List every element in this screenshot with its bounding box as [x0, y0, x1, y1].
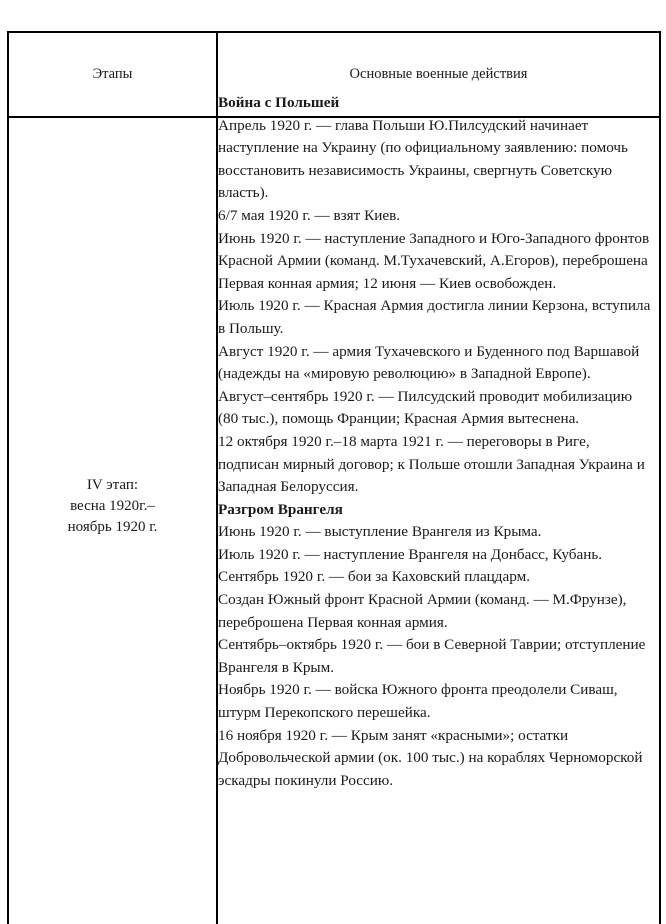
header-actions-label: Основные военные действия	[349, 66, 528, 82]
entry: Август 1920 г. — армия Тухачевского и Буденного под Варшавой (надежды на «мировую революцию» в Западной Европе).	[218, 342, 640, 383]
entry: 6/7 мая 1920 г. — взят Киев.	[218, 206, 401, 224]
stage-line-3: ноябрь 1920 г.	[67, 518, 158, 535]
entry: Июнь 1920 г. — наступление Западного и Юго-Западного фронтов Красной Армии (команд. М.Тухачевский, А.Егоров), переброшена Первая конная армия; 12 июня — Киев освобожден.	[218, 229, 650, 292]
entry: 16 ноября 1920 г. — Крым занят «красными»; остатки Добровольческой армии (ок. 100 тыс.) на кораблях Черноморской эскадры покинули Россию.	[218, 726, 643, 789]
entry: Создан Южный фронт Красной Армии (команд. — М.Фрунзе), переброшена Первая конная армия.	[218, 591, 627, 631]
stage-line-2: весна 1920г.–	[70, 497, 155, 514]
stage-text	[68, 475, 158, 538]
stage-cell	[9, 118, 216, 924]
entry: Ноябрь 1920 г. — войска Южного фронта преодолели Сиваш, штурм Перекопского перешейка.	[218, 681, 618, 722]
actions-cell	[218, 92, 653, 792]
entry: 12 октября 1920 г.–18 марта 1921 г. — переговоры в Риге, подписан мирный договор; к Польше отошли Западная Украина и Западная Белоруссия.	[218, 432, 645, 496]
entry: Сентябрь 1920 г. — бои за Каховский плацдарм.	[218, 568, 531, 586]
stage-line-1: IV этап:	[86, 476, 139, 493]
entry: Сентябрь–октябрь 1920 г. — бои в Северной Таврии; отступление Врангеля в Крым.	[218, 636, 646, 676]
entry: Июнь 1920 г. — выступление Врангеля из Крыма.	[218, 523, 542, 541]
entry: Июль 1920 г. — Красная Армия достигла линии Керзона, вступила в Польшу.	[218, 297, 651, 337]
section-title-wrangel: Разгром Врангеля	[218, 500, 343, 518]
header-stages	[9, 33, 216, 116]
entry: Август–сентябрь 1920 г. — Пилсудский проводит мобилизацию (80 тыс.), помощь Франции; Красная Армия вытеснена.	[218, 387, 633, 428]
header-stages-label: Этапы	[92, 66, 133, 82]
entry: Апрель 1920 г. — глава Польши Ю.Пилсудский начинает наступление на Украину (по официальному заявлению: помочь восстановить независимость Украины, свергнуть Советскую власть).	[218, 116, 628, 202]
entry: Июль 1920 г. — наступление Врангеля на Донбасс, Кубань.	[218, 545, 603, 563]
section-title-poland: Война с Польшей	[218, 94, 340, 111]
